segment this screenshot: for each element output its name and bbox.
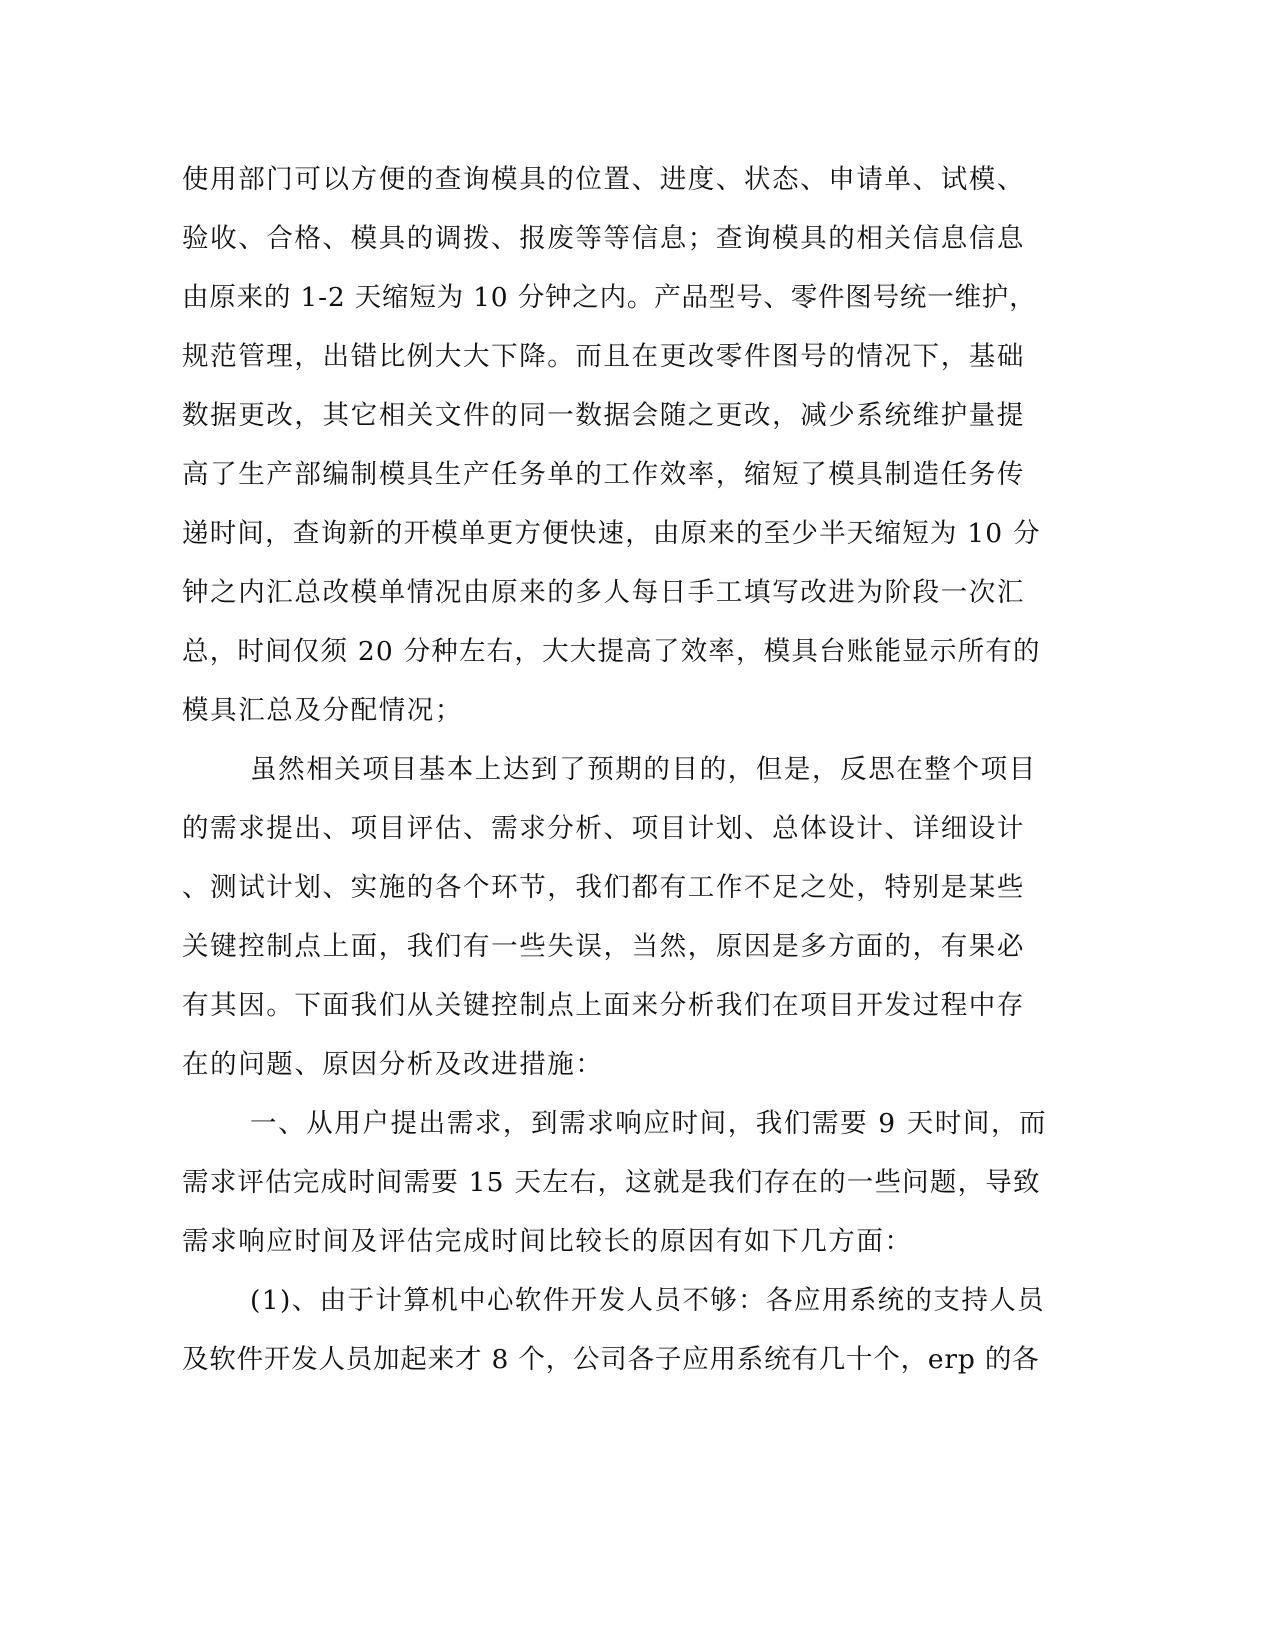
- text-line: 使用部门可以方便的查询模具的位置、进度、状态、申请单、试模、: [182, 164, 1025, 195]
- text-line: 及软件开发人员加起来才 8 个，公司各子应用系统有几十个，erp 的各: [182, 1344, 1040, 1375]
- text-line: 需求评估完成时间需要 15 天左右，这就是我们存在的一些问题，导致: [182, 1167, 1041, 1198]
- text-line: 的需求提出、项目评估、需求分析、项目计划、总体设计、详细设计: [182, 813, 1025, 844]
- paragraph-start-line: 虽然相关项目基本上达到了预期的目的，但是，反思在整个项目: [250, 754, 1037, 785]
- text-line: 总，时间仅须 20 分种左右，大大提高了效率，模具台账能显示所有的: [182, 636, 1041, 667]
- text-line: 由原来的 1-2 天缩短为 10 分钟之内。产品型号、零件图号统一维护，: [182, 282, 1037, 313]
- text-line: 验收、合格、模具的调拨、报废等等信息；查询模具的相关信息信息: [182, 223, 1025, 254]
- text-line: 递时间，查询新的开模单更方便快速，由原来的至少半天缩短为 10 分: [182, 518, 1041, 549]
- text-line: 钟之内汇总改模单情况由原来的多人每日手工填写改进为阶段一次汇: [182, 577, 1025, 608]
- text-line: 高了生产部编制模具生产任务单的工作效率，缩短了模具制造任务传: [182, 459, 1025, 490]
- text-line: 需求响应时间及评估完成时间比较长的原因有如下几方面：: [182, 1226, 913, 1257]
- text-line: 关键控制点上面，我们有一些失误，当然，原因是多方面的，有果必: [182, 931, 1025, 962]
- text-line: 模具汇总及分配情况；: [182, 695, 463, 726]
- text-line: 、测试计划、实施的各个环节，我们都有工作不足之处，特别是某些: [182, 872, 1025, 903]
- text-line: 规范管理，出错比例大大下降。而且在更改零件图号的情况下，基础: [182, 341, 1025, 372]
- text-line: 数据更改，其它相关文件的同一数据会随之更改，减少系统维护量提: [182, 400, 1025, 431]
- paragraph-start-line: 一、从用户提出需求，到需求响应时间，我们需要 9 天时间，而: [250, 1108, 1048, 1139]
- text-line: 在的问题、原因分析及改进措施：: [182, 1049, 604, 1080]
- paragraph-start-line: (1)、由于计算机中心软件开发人员不够：各应用系统的支持人员: [250, 1285, 1046, 1316]
- text-line: 有其因。下面我们从关键控制点上面来分析我们在项目开发过程中存: [182, 990, 1025, 1021]
